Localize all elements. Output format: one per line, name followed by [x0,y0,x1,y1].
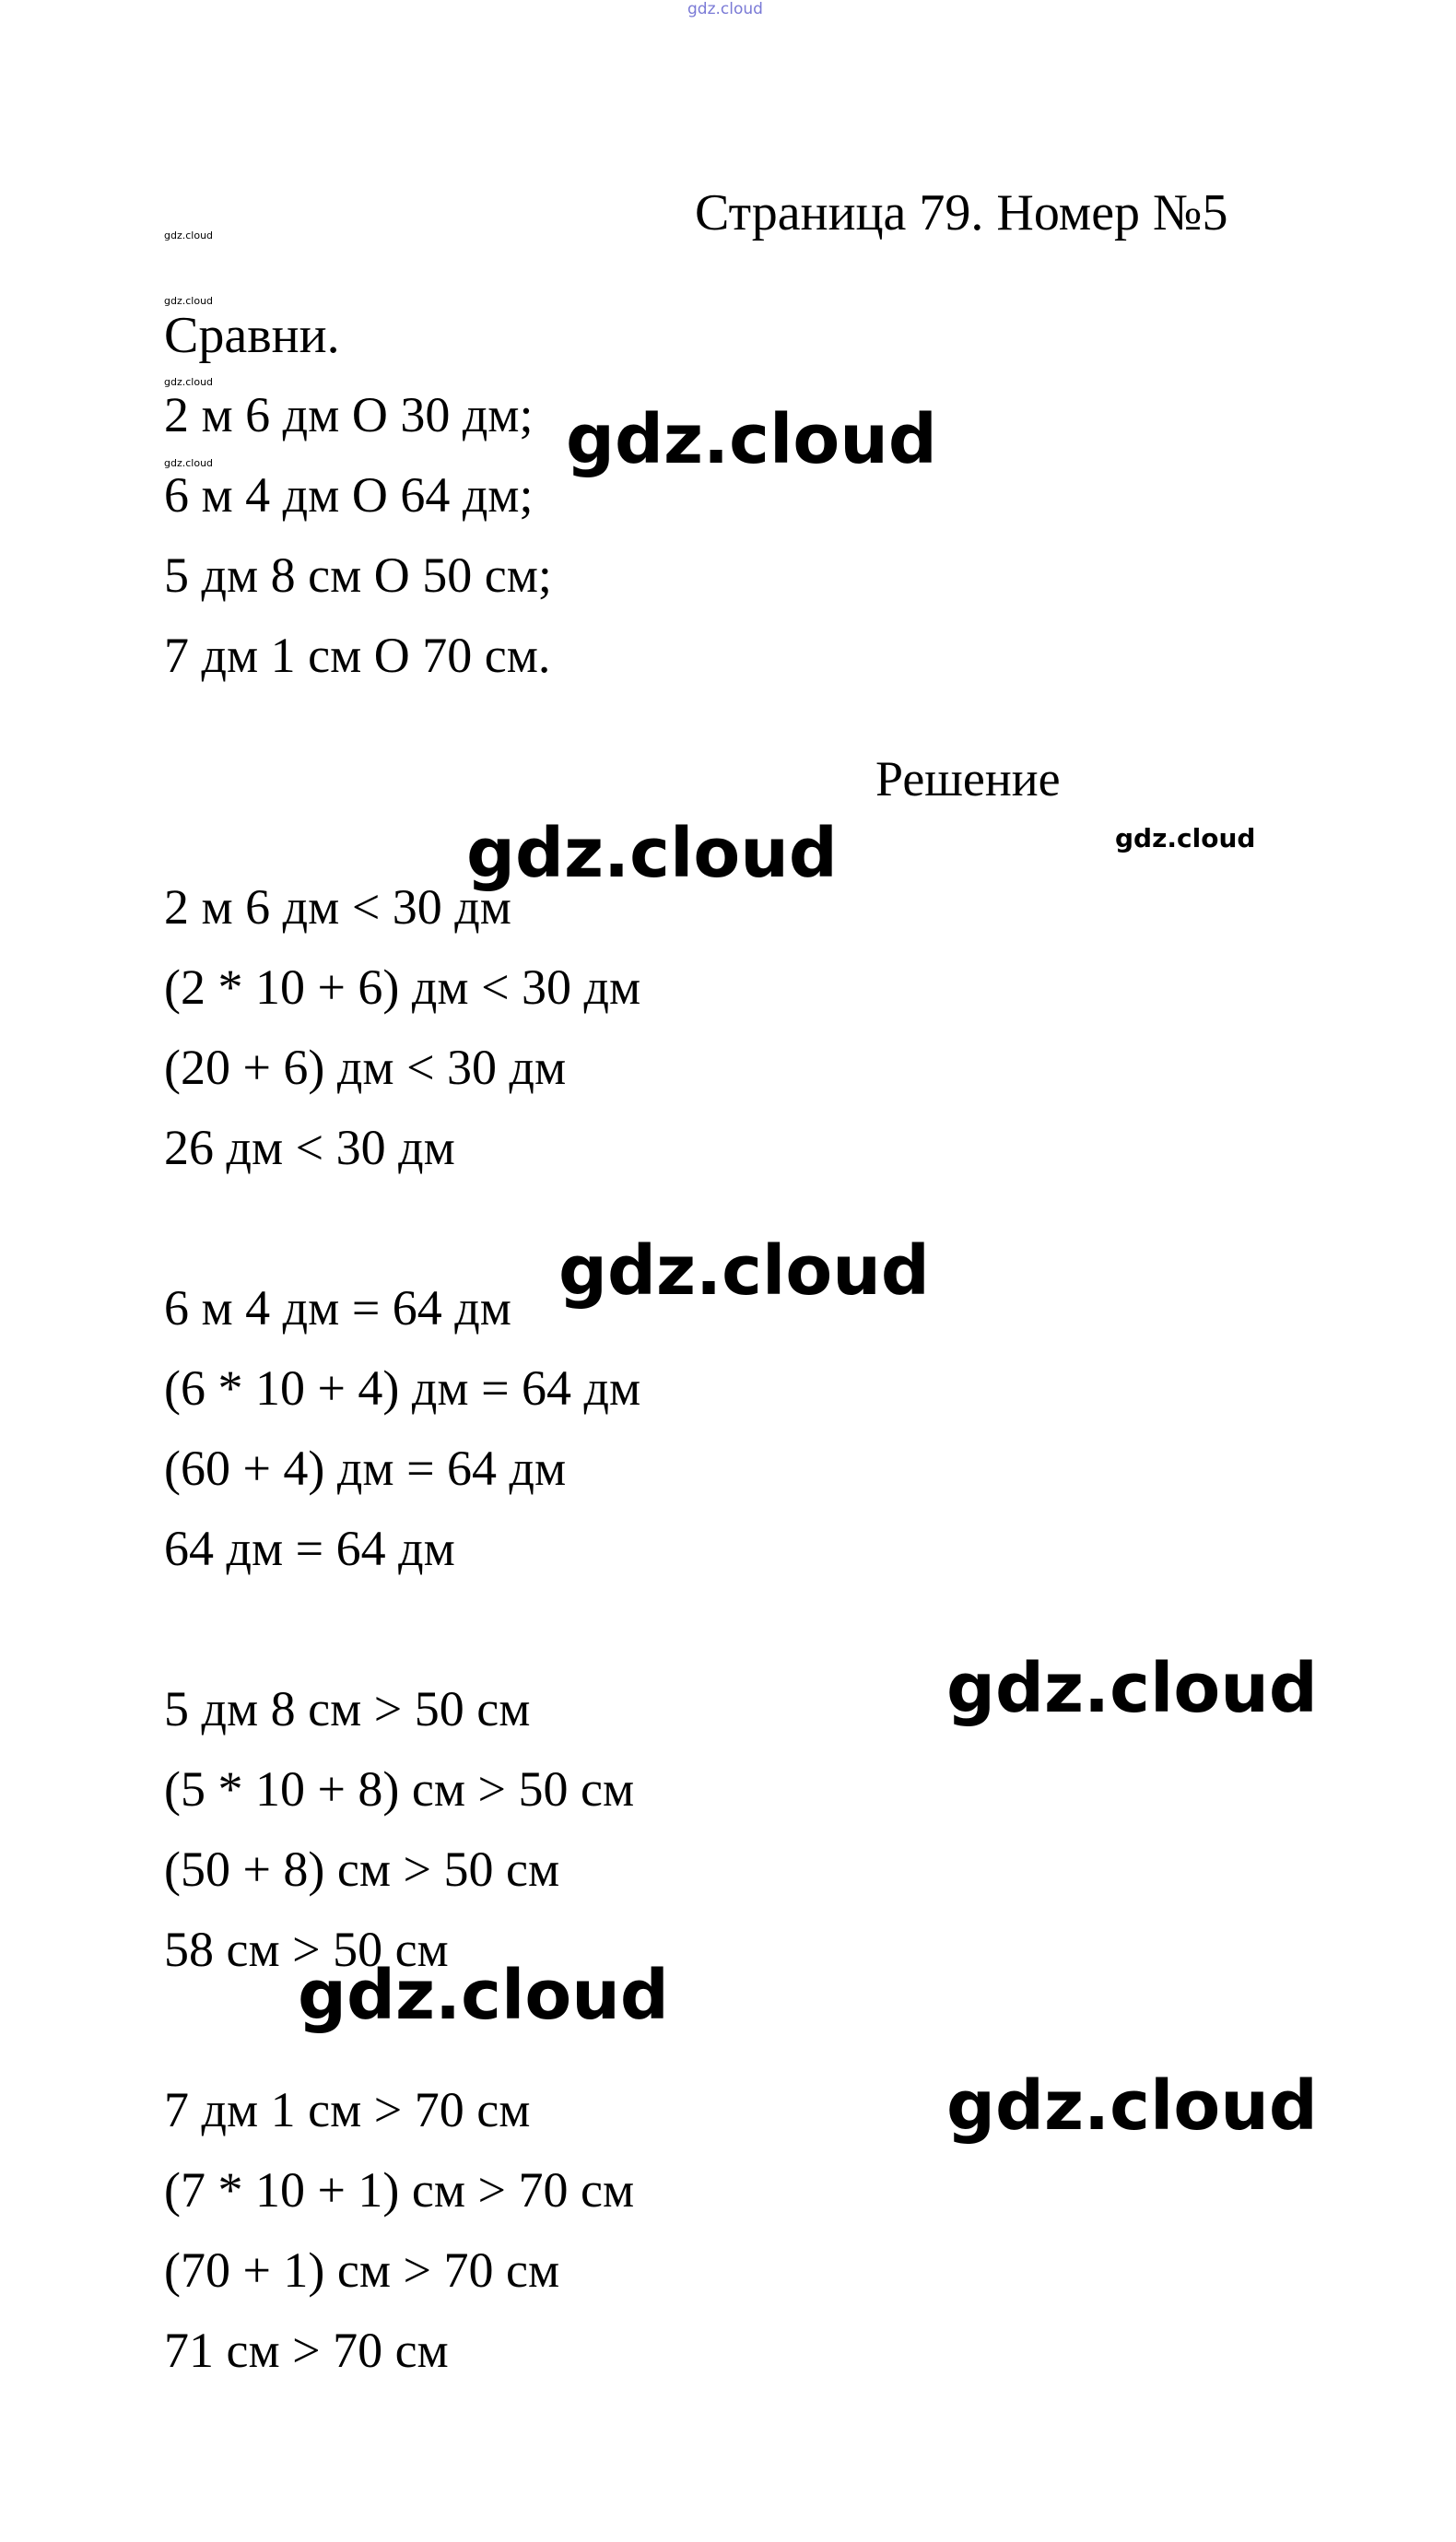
watermark-tiny-4: gdz.cloud [164,457,214,469]
task-item: 6 м 4 дм O 64 дм; [164,467,534,523]
solution-line: 26 дм < 30 дм [164,1120,455,1175]
solution-line: (50 + 8) см > 50 см [164,1842,560,1897]
watermark-large-5: gdz.cloud [298,1956,669,2035]
watermark-large-4: gdz.cloud [946,1649,1318,1728]
watermark-top: gdz.cloud [687,0,763,18]
task-item: 5 дм 8 см O 50 см; [164,547,552,603]
solution-line: 7 дм 1 см > 70 см [164,2082,531,2137]
watermark-large-6: gdz.cloud [946,2066,1318,2146]
solution-line: (7 * 10 + 1) см > 70 см [164,2162,635,2218]
watermark-tiny-2: gdz.cloud [164,295,214,307]
watermark-large-2: gdz.cloud [466,814,838,893]
solution-line: (60 + 4) дм = 64 дм [164,1441,567,1496]
task-item: 2 м 6 дм O 30 дм; [164,387,534,442]
watermark-tiny-1: gdz.cloud [164,229,214,241]
solution-line: 58 см > 50 см [164,1922,449,1977]
solution-line: 71 см > 70 см [164,2323,449,2378]
watermark-medium: gdz.cloud [1115,823,1256,853]
task-prompt: Сравни. [164,307,340,364]
watermark-tiny-3: gdz.cloud [164,376,214,388]
solution-line: (2 * 10 + 6) дм < 30 дм [164,959,641,1015]
solution-line: 6 м 4 дм = 64 дм [164,1280,511,1336]
solution-line: 64 дм = 64 дм [164,1521,455,1576]
solution-line: 5 дм 8 см > 50 см [164,1681,531,1736]
solution-line: 2 м 6 дм < 30 дм [164,879,511,935]
watermark-large-1: gdz.cloud [566,400,937,479]
watermark-large-3: gdz.cloud [558,1231,930,1311]
solution-line: (70 + 1) см > 70 см [164,2242,560,2298]
solution-line: (20 + 6) дм < 30 дм [164,1040,567,1095]
task-item: 7 дм 1 см O 70 см. [164,628,551,683]
solution-line: (5 * 10 + 8) см > 50 см [164,1761,635,1817]
solution-heading: Решение [875,751,1061,806]
solution-line: (6 * 10 + 4) дм = 64 дм [164,1360,641,1416]
page-title: Страница 79. Номер №5 [695,184,1228,241]
